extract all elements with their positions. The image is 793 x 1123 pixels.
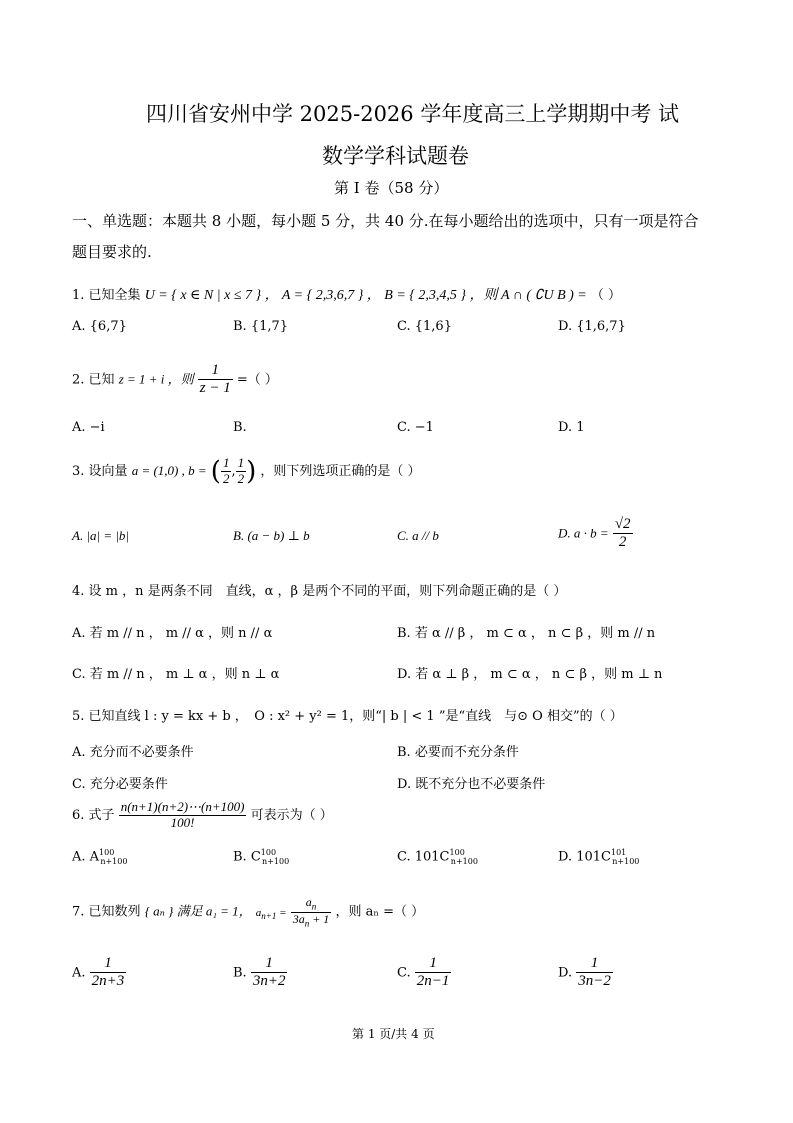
exam-subtitle: 数学学科试题卷 [322, 144, 469, 168]
question-3-math: a = (1,0) , b = [131, 462, 207, 478]
q6-option-b[interactable]: B. $C^{100}_{n+100}$ [233, 848, 290, 866]
q1-option-b[interactable]: B. {1,7} [233, 319, 289, 334]
exam-title: 四川省安州中学 2025-2026 学年度高三上学期期中考 试 [146, 102, 680, 126]
question-1 [72, 284, 621, 304]
question-1-blank: （ ） [590, 288, 622, 303]
frac-half-1: $\frac{1}{2}$ [222, 455, 230, 486]
part-heading: 第 I 卷（58 分） [334, 179, 449, 197]
q3-option-b[interactable]: B. (a − b) ⊥ b [233, 528, 310, 543]
q2-option-a[interactable]: A. −i [72, 420, 105, 435]
q1-option-a[interactable]: A. {6,7} [72, 319, 127, 334]
q6-option-d[interactable]: D. $101C^{101}_{n+100}$ [558, 848, 640, 866]
question-6 [72, 800, 333, 831]
q2-option-d[interactable]: D. 1 [558, 420, 585, 435]
q2-option-b[interactable]: B. [233, 420, 247, 435]
question-7-tail: ，则 aₙ =（ ） [335, 904, 425, 920]
question-6-prefix: 6. 式子 [72, 807, 115, 823]
q3-option-d[interactable]: D. a · b = $\frac{√2}{2}$ [558, 516, 631, 551]
question-6-tail: 可表示为（ ） [250, 807, 333, 823]
section-instruction-line1: 一、单选题：本题共 8 小题，每小题 5 分，共 40 分.在每小题给出的选项中，只有一项是符合 [72, 212, 699, 230]
question-7-recurrence-lhs: $a_{n+1}$ = [255, 906, 287, 921]
q4-option-b[interactable]: B. 若 α // β ， m ⊂ α ， n ⊂ β ，则 m // n [397, 626, 656, 641]
question-1-prefix: 1. 已知全集 [72, 288, 141, 303]
frac-sqrt2-over-2: $\frac{√2}{2}$ [614, 516, 631, 551]
question-3-prefix: 3. 设向量 [72, 463, 128, 479]
question-2-prefix: 2. 已知 [72, 372, 115, 388]
question-2 [72, 362, 278, 398]
question-3-tail: ，则下列选项正确的是（ ） [260, 463, 421, 479]
left-paren: ( [210, 456, 221, 487]
q4-option-d[interactable]: D. 若 α ⊥ β ， m ⊂ α ， n ⊂ β ，则 m ⊥ n [397, 667, 663, 682]
q7-option-a[interactable]: A. $\frac{1}{2n+3}$ [72, 955, 125, 990]
question-2-fraction: $\frac{1}{z - 1}$ [199, 362, 231, 397]
q7-option-d[interactable]: D. $\frac{1}{3n-2}$ [558, 955, 611, 990]
q7-option-b[interactable]: B. $\frac{1}{3n+2}$ [233, 955, 286, 990]
question-7-prefix: 7. 已知数列 [72, 904, 141, 920]
q5-option-a[interactable]: A. 充分而不必要条件 [72, 745, 194, 760]
q6-option-c[interactable]: C. $101C^{100}_{n+100}$ [397, 848, 478, 866]
question-4: 4. 设 m ，n 是两条不同 直线，α ，β 是两个不同的平面，则下列命题正确的是（ ） [72, 584, 567, 599]
q5-option-b[interactable]: B. 必要而不充分条件 [397, 745, 519, 760]
question-5: 5. 已知直线 l : y = kx + b ， O : x² + y² = 1，则“| b | < 1 ”是“直线 与⊙ O 相交”的（ ） [72, 709, 623, 724]
page-footer: 第 1 页/共 4 页 [352, 1027, 435, 1041]
question-7-recurrence-frac: $\frac{a_n}{3a_n + 1}$ [292, 895, 330, 929]
right-paren: ) [246, 456, 257, 487]
question-3: 3. 设向量 a = (1,0) , b = ( $\frac{1}{2}$ , $\frac{1}{2}$ ) ，则下列选项正确的是（ ） [72, 455, 421, 487]
question-2-tail: =（ ） [236, 372, 278, 388]
q2-option-c[interactable]: C. −1 [397, 420, 434, 435]
question-7 [72, 896, 424, 928]
q5-option-d[interactable]: D. 既不充分也不必要条件 [397, 777, 546, 792]
q5-option-c[interactable]: C. 充分必要条件 [72, 777, 168, 792]
q6-option-a[interactable]: A. $A^{100}_{n+100}$ [72, 848, 128, 866]
q4-option-a[interactable]: A. 若 m // n ， m // α ，则 n // α [72, 626, 273, 641]
question-2-math: z = 1 + i ，则 [118, 371, 194, 387]
question-1-math: U = { x ∈ N | x ≤ 7 } ， A = { 2,3,6,7 } ， B = { 2,3,4,5 } ，则 A ∩ ( ∁U B ) = [144, 288, 587, 303]
q1-option-c[interactable]: C. {1,6} [397, 319, 452, 334]
q1-option-d[interactable]: D. {1,6,7} [558, 319, 626, 334]
frac-half-2: $\frac{1}{2}$ [237, 455, 245, 486]
q3-option-c[interactable]: C. a // b [397, 528, 439, 543]
q4-option-c[interactable]: C. 若 m // n ， m ⊥ α ，则 n ⊥ α [72, 667, 280, 682]
q7-option-c[interactable]: C. $\frac{1}{2n-1}$ [397, 955, 450, 990]
question-7-math: { aₙ } 满足 a₁ = 1， [144, 903, 252, 919]
question-6-fraction: $\frac{n(n+1)(n+2)\cdots(n+100)}{100!}$ [120, 799, 245, 830]
section-instruction-line2: 题目要求的. [72, 243, 152, 261]
q3-option-a[interactable]: A. |a| = |b| [72, 528, 130, 543]
